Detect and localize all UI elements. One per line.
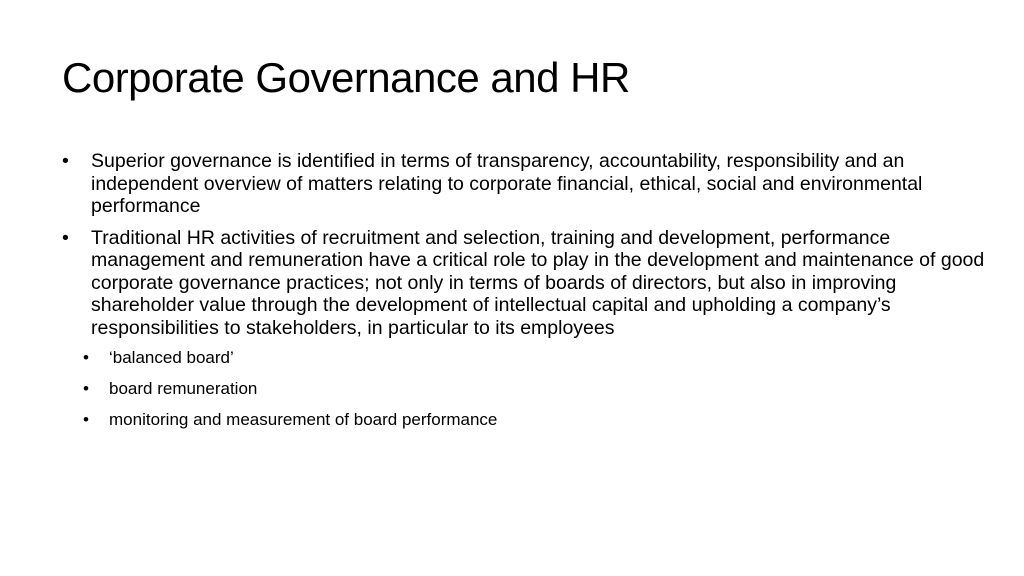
slide-body (62, 150, 992, 441)
sub-bullet-item (83, 379, 992, 399)
sub-bullet-text: ‘balanced board’ (109, 348, 234, 367)
bullet-text: Traditional HR activities of recruitment and selection, training and development, performance management and remuneration have a critical role to play in the development and maintenance of good corporate governance practices; not only in terms of boards of directors, but also in improving shareholder value through the development of intellectual capital and upholding a company’s responsibilities to stakeholders, in particular to its employees (91, 226, 985, 339)
sub-bullet-item (83, 348, 992, 368)
sub-bullet-list (62, 348, 992, 430)
bullet-text: Superior governance is identified in terms of transparency, accountability, responsibility and an independent overview of matters relating to corporate financial, ethical, social and environmental performance (91, 150, 923, 217)
sub-bullet-text: board remuneration (109, 379, 258, 398)
bullet-dot-icon: • (62, 226, 69, 249)
slide-title: Corporate Governance and HR (62, 54, 630, 101)
bullet-item (62, 227, 992, 340)
sub-bullet-dot-icon: • (83, 379, 89, 398)
sub-bullet-text: monitoring and measurement of board performance (109, 410, 498, 429)
sub-bullet-dot-icon: • (83, 410, 89, 429)
sub-bullet-dot-icon: • (83, 348, 89, 367)
sub-bullet-item (83, 410, 992, 430)
bullet-dot-icon: • (62, 150, 69, 172)
bullet-item (62, 150, 992, 218)
